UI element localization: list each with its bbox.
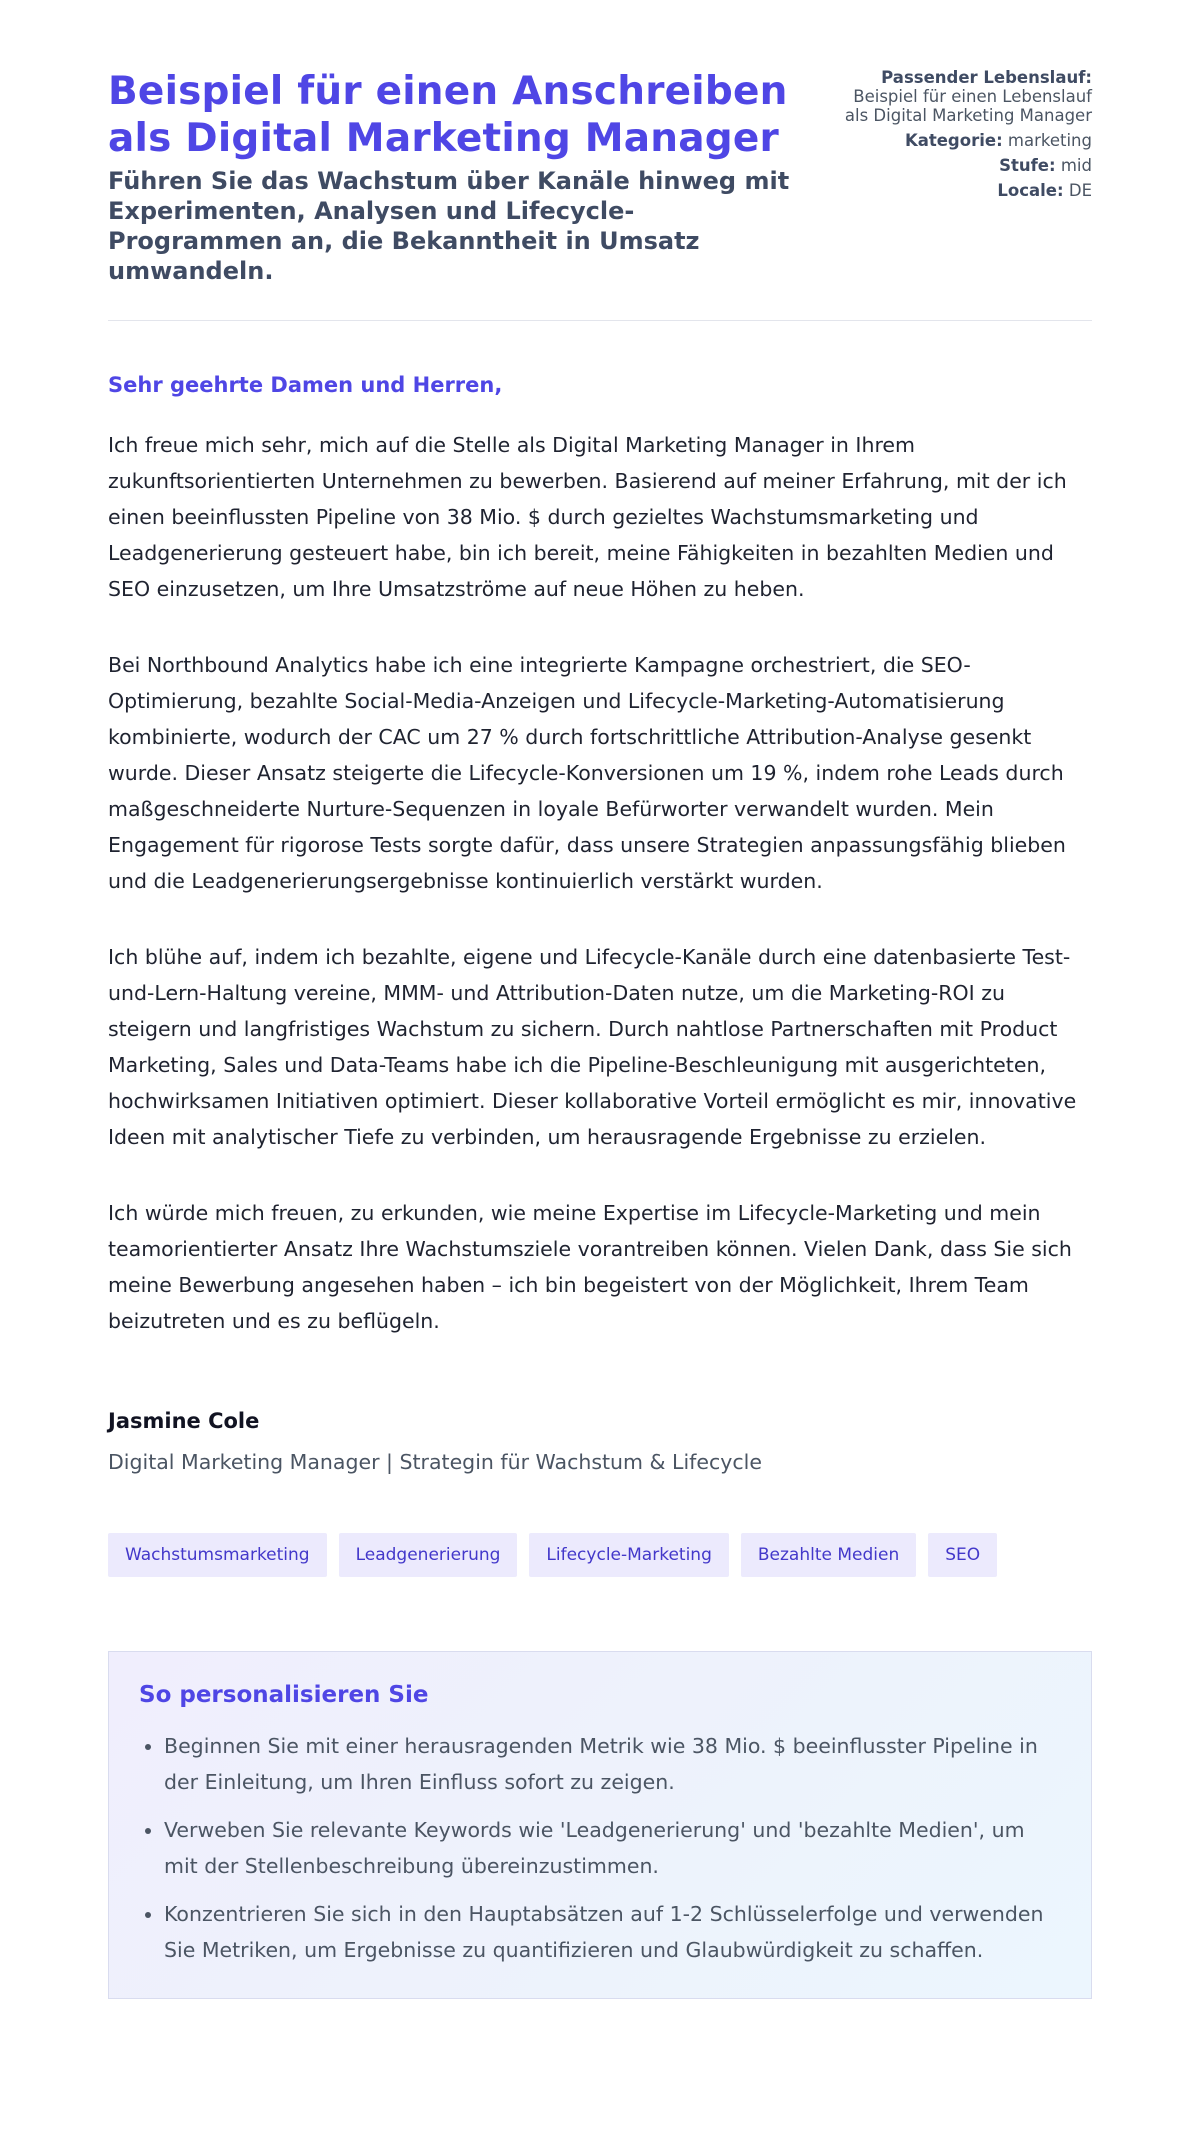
page-subtitle: Führen Sie das Wachstum über Kanäle hinweg mit Experimenten, Analysen und Lifecycle-Programmen an, die Bekanntheit in Umsatz umwandeln. [108, 167, 790, 285]
meta-level [832, 156, 1092, 175]
meta-level-value: mid [1060, 156, 1092, 175]
skill-tag: Leadgenerierung [339, 1533, 518, 1577]
header-titles [108, 68, 808, 286]
skill-tags [108, 1533, 1092, 1577]
page-header [108, 68, 1092, 321]
tip-item: • Beginnen Sie mit einer herausragenden Metrik wie 38 Mio. $ beeinflusster Pipeline in der Einleitung, um Ihren Einfluss sofort zu zeigen. [164, 1728, 1061, 1800]
meta-locale-value: DE [1068, 181, 1092, 200]
tip-item: • Verweben Sie relevante Keywords wie 'Leadgenerierung' und 'bezahlte Medien', um mit der Stellenbeschreibung übereinzustimmen. [164, 1812, 1061, 1884]
skill-tag: Wachstumsmarketing [108, 1533, 327, 1577]
meta-locale [832, 181, 1092, 200]
letter-paragraph: Ich blühe auf, indem ich bezahlte, eigene und Lifecycle-Kanäle durch eine datenbasierte Test-und-Lern-Haltung vereine, MMM- und Attribution-Daten nutze, um die Marketing-ROI zu steigern und langfristiges Wachstum zu sichern. Durch nahtlose Partnerschaften mit Product Marketing, Sales und Data-Teams habe ich die Pipeline-Beschleunigung mit ausgerichteten, hochwirksamen Initiativen optimiert. Dieser kollaborative Vorteil ermöglicht es mir, innovative Ideen mit analytischer Tiefe zu verbinden, um herausragende Ergebnisse zu erzielen. [108, 945, 1077, 1149]
letter-paragraph: Ich freue mich sehr, mich auf die Stelle als Digital Marketing Manager in Ihrem zukunftsorientierten Unternehmen zu bewerben. Basierend auf meiner Erfahrung, mit der ich einen beeinflussten Pipeline von 38 Mio. $ durch gezieltes Wachstumsmarketing und Leadgenerierung gesteuert habe, bin ich bereit, meine Fähigkeiten in bezahlten Medien und SEO einzusetzen, um Ihre Umsatzströme auf neue Höhen zu heben. [108, 433, 1067, 601]
tip-item: • Konzentrieren Sie sich in den Hauptabsätzen auf 1-2 Schlüsselerfolge und verwenden Sie Metriken, um Ergebnisse zu quantifizieren und Glaubwürdigkeit zu schaffen. [164, 1896, 1061, 1968]
meta-resume-label: Passender Lebenslauf: [881, 68, 1092, 87]
letter-paragraph: Ich würde mich freuen, zu erkunden, wie meine Expertise im Lifecycle-Marketing und mein teamorientierter Ansatz Ihre Wachstumsziele vorantreiben können. Vielen Dank, dass Sie sich meine Bewerbung angesehen haben – ich bin begeistert von der Möglichkeit, Ihrem Team beizutreten und es zu beflügeln. [108, 1201, 1072, 1333]
tips-title: So personalisieren Sie [139, 1682, 429, 1708]
meta-panel [832, 68, 1092, 206]
skill-tag: Bezahlte Medien [741, 1533, 916, 1577]
meta-category-value: marketing [1007, 131, 1092, 150]
personalization-tips [108, 1651, 1092, 1999]
meta-resume-value[interactable]: Beispiel für einen Lebenslauf als Digital Marketing Manager [844, 87, 1092, 125]
meta-category [832, 131, 1092, 150]
signature-role: Digital Marketing Manager | Strategin für Wachstum & Lifecycle [108, 1450, 762, 1474]
salutation: Sehr geehrte Damen und Herren, [108, 373, 503, 397]
page-title: Beispiel für einen Anschreiben als Digital Marketing Manager [108, 69, 788, 161]
signature-name: Jasmine Cole [108, 1409, 260, 1433]
meta-level-label: Stufe: [999, 156, 1056, 175]
letter-paragraph: Bei Northbound Analytics habe ich eine integrierte Kampagne orchestriert, die SEO-Optimierung, bezahlte Social-Media-Anzeigen und Lifecycle-Marketing-Automatisierung kombinierte, wodurch der CAC um 27 % durch fortschrittliche Attribution-Analyse gesenkt wurde. Dieser Ansatz steigerte die Lifecycle-Konversionen um 19 %, indem rohe Leads durch maßgeschneiderte Nurture-Sequenzen in loyale Befürworter verwandelt wurden. Mein Engagement für rigorose Tests sorgte dafür, dass unsere Strategien anpassungsfähig blieben und die Leadgenerierungsergebnisse kontinuierlich verstärkt wurden. [108, 653, 1066, 893]
letter-body [108, 371, 1092, 1477]
skill-tag: SEO [928, 1533, 997, 1577]
meta-category-label: Kategorie: [904, 131, 1003, 150]
skill-tag: Lifecycle-Marketing [529, 1533, 728, 1577]
meta-locale-label: Locale: [997, 181, 1064, 200]
tips-list [139, 1728, 1061, 1968]
meta-resume [832, 68, 1092, 125]
